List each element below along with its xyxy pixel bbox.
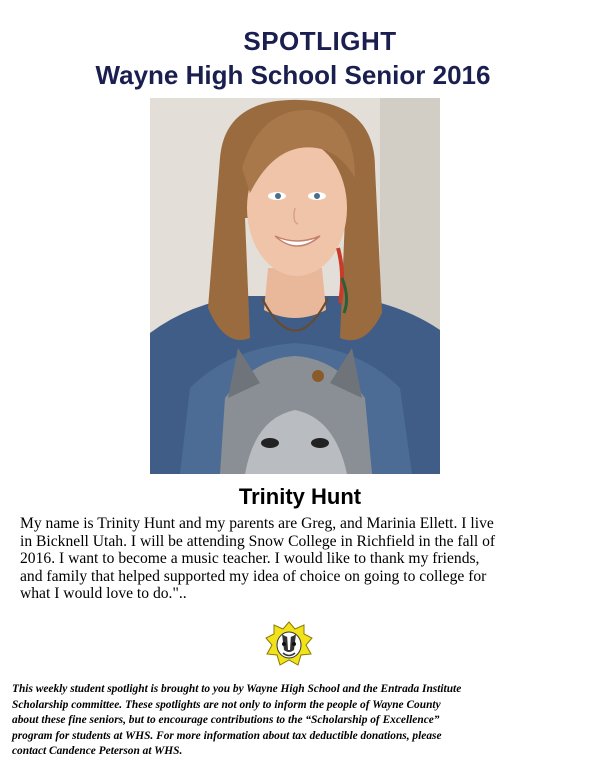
student-portrait-icon xyxy=(150,98,440,474)
page-title: SPOTLIGHT xyxy=(243,26,397,56)
student-photo xyxy=(150,98,440,474)
footer-note xyxy=(12,682,592,760)
bio-line: 2016. I want to become a music teacher. I would like to thank my friends, xyxy=(20,550,480,568)
bio-line: My name is Trinity Hunt and my parents are Greg, and Marinia Ellett. I live xyxy=(20,515,494,532)
footer-line: This weekly student spotlight is brought to you by Wayne High School and the Entrada Institute xyxy=(12,683,462,695)
badger-mascot-icon xyxy=(264,620,314,668)
bio-line: and family that helped supported my idea of choice on going to college for xyxy=(20,567,487,585)
footer-line: program for students at WHS. For more information about tax deductible donations, please xyxy=(12,729,442,742)
footer-line: Scholarship committee. These spotlights are not only to inform the people of Wayne County xyxy=(12,698,441,711)
student-name: Trinity Hunt xyxy=(238,484,362,509)
bio-line: in Bicknell Utah. I will be attending Snow College in Richfield in the fall of xyxy=(20,532,496,550)
bio-line: what I would love to do.".. xyxy=(20,585,187,603)
page-subtitle: Wayne High School Senior 2016 xyxy=(95,60,491,90)
footer-line: about these fine seniors, but to encourage contributions to the “Scholarship of Excellence” xyxy=(12,714,440,727)
student-bio xyxy=(20,515,580,603)
footer-line: contact Candence Peterson at WHS. xyxy=(12,745,183,758)
